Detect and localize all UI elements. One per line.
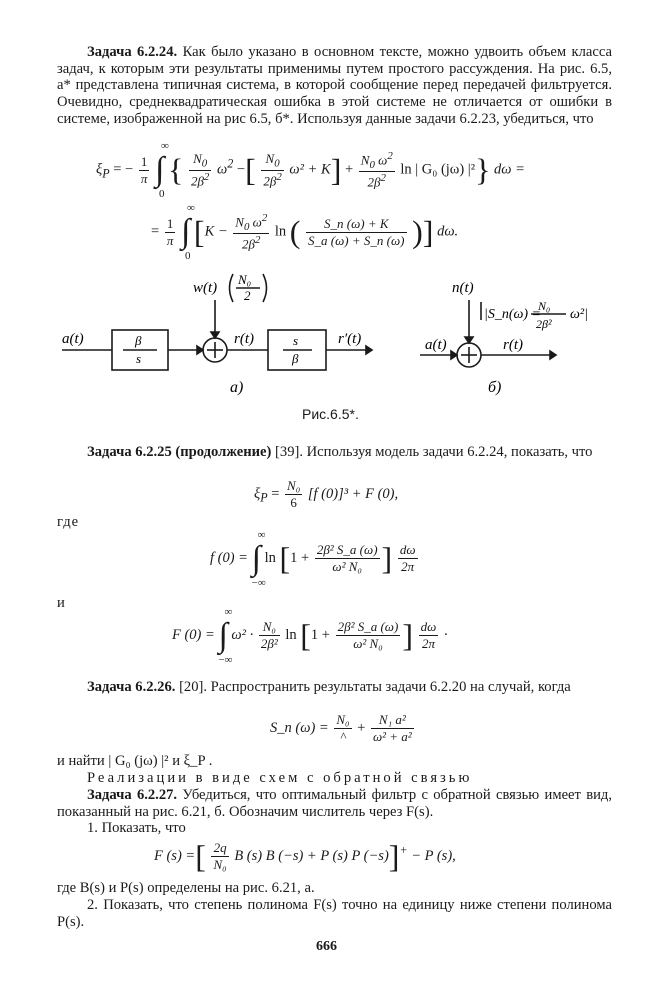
find-line: и найти | G₀ (jω) |² и ξ_P . <box>57 753 213 769</box>
block1-num: β <box>135 333 142 348</box>
item-1: 1. Показать, что <box>87 820 186 836</box>
label-rprime: r′(t) <box>338 331 362 347</box>
problem-6-2-24 <box>57 44 612 128</box>
problem-6-2-26: Задача 6.2.26. [20]. Распространить результаты задачи 6.2.20 на случай, когда <box>87 679 571 695</box>
equation-Sn: S_n (ω) = $\frac{\text{N₀}}{\^{}}$ + $\frac{\text{N₁ a²}}{\text{ω² + a²}}$ <box>270 712 412 744</box>
label-a-input: a(t) <box>62 331 84 347</box>
label-b-r: r(t) <box>503 337 523 353</box>
word-and: и <box>57 595 65 611</box>
problem-title: Задача 6.2.24. <box>87 44 178 60</box>
block2-num: s <box>293 333 299 348</box>
label-spectrum-num: N₀ <box>538 299 551 313</box>
section-heading: Реализации в виде схем с обратной связью <box>87 770 473 786</box>
problem-text: Как было указано в основном тексте, можно удвоить объем класса задач, к которым эти результаты применимы путем простого рассуждения. На рис. 6.5, а* представлена типичная система, в которой сообщение перед передачей фильтруется. Очевидно, среднеквадратическая ошибка в этой системе не отличается от ошибки в системе, изображенной на рис 6.5, б*. Используя данные задачи 6.2.23, убедиться, что <box>57 44 613 127</box>
caption-a: а) <box>230 379 244 396</box>
block2-den: β <box>292 351 299 366</box>
label-two: 2 <box>244 288 251 303</box>
label-spectrum-tail: ω²| <box>570 307 588 322</box>
equation-xi-p: $\xi_P$ = $\frac{\text{N₀}}{6}$ [f (0)]³ + F (0), <box>254 478 399 510</box>
equation-xi-line1: $\xi_P$ = − $\frac{1}{\pi}$ ∫ ∞ 0 { $\frac{N_0}{2\beta^2}$ $\omega^2$ −[ $\frac{N_0}{2\beta^2}$ ω² + K] + $\frac{N_0 \omega^2}{2\beta^2}$ ln | G₀ (jω) |²} dω = <box>96 140 525 201</box>
label-b-input: a(t) <box>425 337 447 353</box>
equation-f0: f (0) = ∫ ∞ −∞ ln [1 + $\frac{\text{2β² S\_a (ω)}}{\text{ω² N₀}}$ ] $\frac{d\omega}{2\pi}$ <box>210 528 416 589</box>
equation-xi-line2: = $\frac{1}{\pi}$ ∫ ∞ 0 [K − $\frac{N_0 \omega^2}{2\beta^2}$ ln ( $\frac{S\_n (\omega) + K}{S\_a (\omega) + S\_n (\omega)}$ )] dω. <box>151 202 459 263</box>
where-line: где B(s) и P(s) определены на рис. 6.21, а. <box>57 880 315 896</box>
label-r: r(t) <box>234 331 254 347</box>
item-2: 2. Показать, что степень полинома F(s) точно на единицу ниже степени полинома P(s). <box>57 897 612 930</box>
label-n: n(t) <box>452 280 474 296</box>
label-w: w(t) <box>193 280 218 296</box>
caption-b: б) <box>488 379 502 396</box>
label-spectrum: |S_n(ω) = <box>484 307 542 322</box>
equation-F0: F (0) = ∫ ∞ −∞ ω² · $\frac{\text{N₀}}{\text{2β²}}$ ln [1 + $\frac{\text{2β² S\_a (ω)}}{\text{ω² N₀}}$ ] $\frac{d\omega}{2\pi}$ · <box>172 605 448 666</box>
word-where: где <box>57 514 80 530</box>
label-n0: N₀ <box>238 272 252 287</box>
problem-6-2-25: Задача 6.2.25 (продолжение) [39]. Используя модель задачи 6.2.24, показать, что <box>87 444 593 460</box>
block1-den: s <box>136 351 142 366</box>
problem-6-2-27: Задача 6.2.27. Убедиться, что оптимальный фильтр с обратной связью имеет вид, показанный на рис. 6.21, б. Обозначим числитель через F(s). <box>57 787 612 820</box>
label-spectrum-den: 2β² <box>536 317 552 331</box>
figure-caption: Рис.6.5*. <box>302 406 359 422</box>
equation-Fs: F (s) =[ $\frac{2q}{\text{N₀}}$ B (s) B (−s) + P (s) P (−s)]+ − P (s), <box>154 838 456 874</box>
figure-6-5 <box>0 270 663 400</box>
page-number: 666 <box>316 939 337 954</box>
